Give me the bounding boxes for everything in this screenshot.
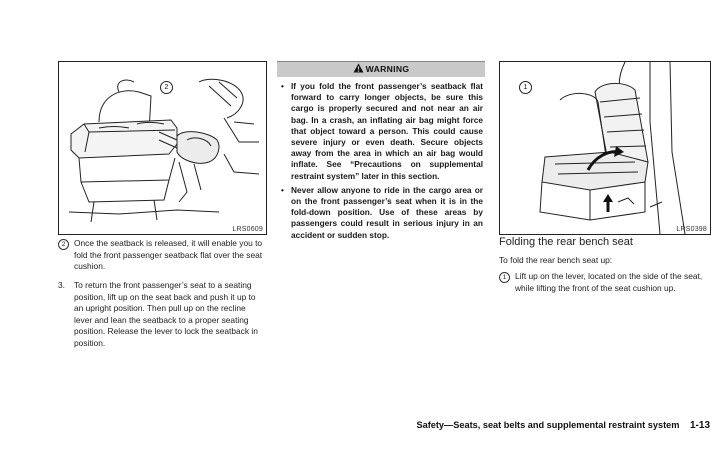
warning-box <box>277 61 485 244</box>
figure-right <box>499 61 711 235</box>
warning-triangle-icon <box>353 63 364 73</box>
step-2-marker: 2 <box>58 239 69 250</box>
step-3-paragraph <box>58 280 266 350</box>
footer-section-title: Safety—Seats, seat belts and supplemental restraint system <box>416 420 680 430</box>
figure-right-code: LRS0398 <box>676 226 707 233</box>
step-2-paragraph <box>58 238 266 273</box>
figure-right-callout: 1 <box>519 81 532 94</box>
warning-item-1: • If you fold the front passenger’s seatback flat forward to carry longer objects, be sure this cargo is properly secured and not near an air bag. In a crash, an inflating air bag might force that object toward a person. This could cause severe injury or even death. Secure objects away from the area in which an air bag would inflate. See “Precautions on supplemental restraint system” later in this section. <box>281 81 483 181</box>
warning-header <box>277 61 485 77</box>
figure-left-code: LRS0609 <box>232 226 263 233</box>
warning-title: WARNING <box>365 64 410 74</box>
warning-item-2: • Never allow anyone to ride in the cargo area or on the front passenger’s seat when it is in the fold-down position. Use of these areas by passengers could result in serious injury in an accident or sudden stop. <box>281 184 483 240</box>
page-number: 1-13 <box>689 420 710 431</box>
figure-left <box>58 61 267 235</box>
section-heading: Folding the rear bench seat <box>499 236 633 248</box>
warning-item-2-text: Never allow anyone to ride in the cargo area or on the front passenger’s seat when it is in the fold-down position. Use of these areas by passengers could result in serious injury in an accident or sudden stop. <box>291 184 483 240</box>
step-1-paragraph <box>499 271 709 294</box>
step-3-marker: 3. <box>58 280 65 290</box>
warning-item-1-text: If you fold the front passenger’s seatback flat forward to carry longer objects, be sure this cargo is properly secured and not near an air bag. In a crash, an inflating air bag might force that object toward a person. This could cause severe injury or even death. Secure objects away from the area in which an air bag would inflate. See “Precautions on supplemental restraint system” later in this section. <box>291 81 483 181</box>
page-footer <box>416 420 710 431</box>
step-1-text: Lift up on the lever, located on the side of the seat, while lifting the front of the seat cushion up. <box>515 271 703 293</box>
step-3-text: To return the front passenger’s seat to a seating position, lift up on the seat back and push it up to an upright position. Then pull up on the recline lever and lean the seatback to a proper seating position. Release the lever to lock the seatback in position. <box>74 280 258 348</box>
figure-left-callout: 2 <box>160 81 173 94</box>
intro-paragraph: To fold the rear bench seat up: <box>499 255 613 265</box>
step-2-text: Once the seatback is released, it will enable you to fold the front passenger seatback flat over the seat cushion. <box>74 238 263 272</box>
step-1-marker: 1 <box>499 272 510 283</box>
